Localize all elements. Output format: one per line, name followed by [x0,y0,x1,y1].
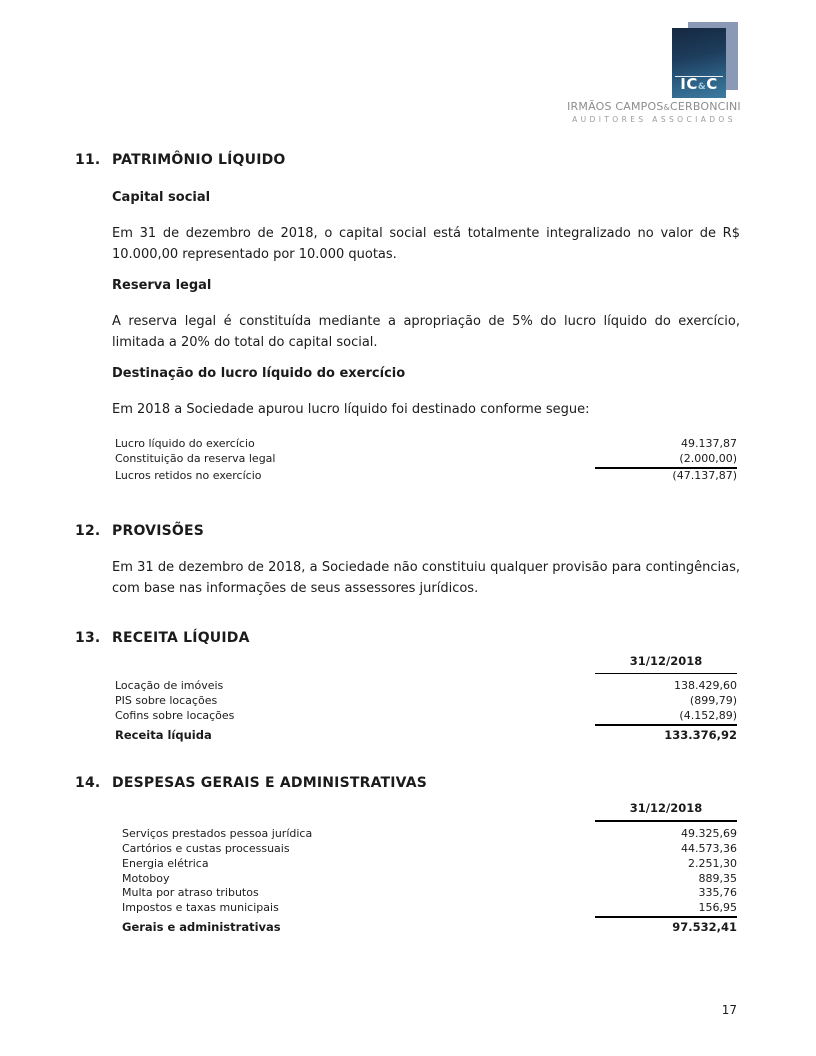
table-body [122,827,737,935]
section-number: 12. [75,523,101,540]
page-number: 17 [721,1003,737,1017]
row-label: Impostos e taxas municipais [122,901,279,915]
row-value: (4.152,89) [595,709,737,726]
row-value: 889,35 [698,871,737,885]
section-13-title [75,630,816,647]
section-12-title [75,523,816,540]
row-value: 335,76 [698,886,737,900]
paragraph-capital-social: Em 31 de dezembro de 2018, o capital social está totalmente integralizado no valor de R$ 10.000,00 representado por 10.000 quotas. [112,226,740,262]
company-name-part1: IRMÃOS CAMPOS [567,100,664,113]
table-row [115,709,737,726]
company-name-line1 [558,101,750,114]
table-row [115,694,737,709]
total-value: 97.532,41 [672,919,737,934]
table-destinacao-lucro [115,437,737,483]
row-label: Energia elétrica [122,856,209,870]
table-row [122,827,737,842]
monogram-ampersand: & [697,82,707,92]
row-label: Serviços prestados pessoa jurídica [122,827,313,841]
table-header-row [115,654,737,674]
monogram-ic: IC [680,75,698,93]
row-value: (47.137,87) [672,468,737,482]
paragraph-provisoes: Em 31 de dezembro de 2018, a Sociedade não constituiu qualquer provisão para contingências, com base nas informações de seus assessores jurídicos. [112,560,740,597]
company-logo [558,20,750,125]
table-row [115,679,737,694]
row-label: Constituição da reserva legal [115,451,276,465]
logo-marks [558,20,750,100]
date-column-header: 31/12/2018 [595,801,737,822]
row-value: 49.137,87 [681,437,737,450]
table-total-row [115,728,737,743]
paragraph-reserva-legal: A reserva legal é constituída mediante a apropriação de 5% do lucro líquido do exercício, limitada a 20% do total do capital social. [112,314,740,350]
table-row [122,842,737,857]
row-value: (2.000,00) [595,452,737,469]
table-row [122,872,737,887]
row-value: 49.325,69 [681,827,737,841]
row-value: 2.251,30 [688,856,737,870]
total-label: Receita líquida [115,727,212,742]
row-label: Multa por atraso tributos [122,886,259,900]
table-body [115,679,737,742]
row-label: Cartórios e custas processuais [122,841,290,855]
monogram-c: C [706,75,718,93]
logo-monogram [672,75,726,96]
paragraph-destinacao: Em 2018 a Sociedade apurou lucro líquido foi destinado conforme segue: [112,402,590,417]
row-label: Locação de imóveis [115,679,224,693]
table-total-row [122,920,737,935]
total-label: Gerais e administrativas [122,919,281,934]
subsection-heading-capital-social: Capital social [112,190,211,205]
row-value: (899,79) [689,693,737,707]
section-title-text: PROVISÕES [112,523,205,540]
date-column-header: 31/12/2018 [595,654,737,674]
table-row [115,452,737,469]
section-11-title [75,152,816,169]
section-number: 14. [75,775,101,792]
company-name-line2: AUDITORES ASSOCIADOS [572,115,736,124]
section-14-title [75,775,816,792]
row-label: Lucro líquido do exercício [115,437,255,450]
company-name [558,101,750,125]
company-name-part2: CERBONCINI [669,100,741,113]
table-row [122,857,737,872]
row-label: Lucros retidos no exercício [115,468,262,482]
table-header-row [122,801,737,822]
row-label: Cofins sobre locações [115,708,235,722]
section-title-text: PATRIMÔNIO LÍQUIDO [112,152,286,168]
row-value: 138.429,60 [674,679,737,693]
table-row [122,886,737,901]
row-label: Motoboy [122,871,170,885]
table-despesas-gerais [122,801,737,934]
subsection-heading-destinacao: Destinação do lucro líquido do exercício [112,366,406,381]
row-value: 44.573,36 [681,841,737,855]
table-row [115,437,737,452]
section-number: 13. [75,630,101,647]
subsection-heading-reserva-legal: Reserva legal [112,278,212,293]
row-label: PIS sobre locações [115,693,218,707]
section-number: 11. [75,152,101,168]
table-receita-liquida [115,654,737,742]
logo-front-square [672,28,726,98]
total-value: 133.376,92 [664,727,737,742]
company-name-ampersand: & [663,103,670,112]
row-value: 156,95 [595,901,737,918]
table-row [115,469,737,484]
section-title-text: DESPESAS GERAIS E ADMINISTRATIVAS [112,775,428,792]
section-title-text: RECEITA LÍQUIDA [112,630,250,647]
table-row [122,901,737,918]
